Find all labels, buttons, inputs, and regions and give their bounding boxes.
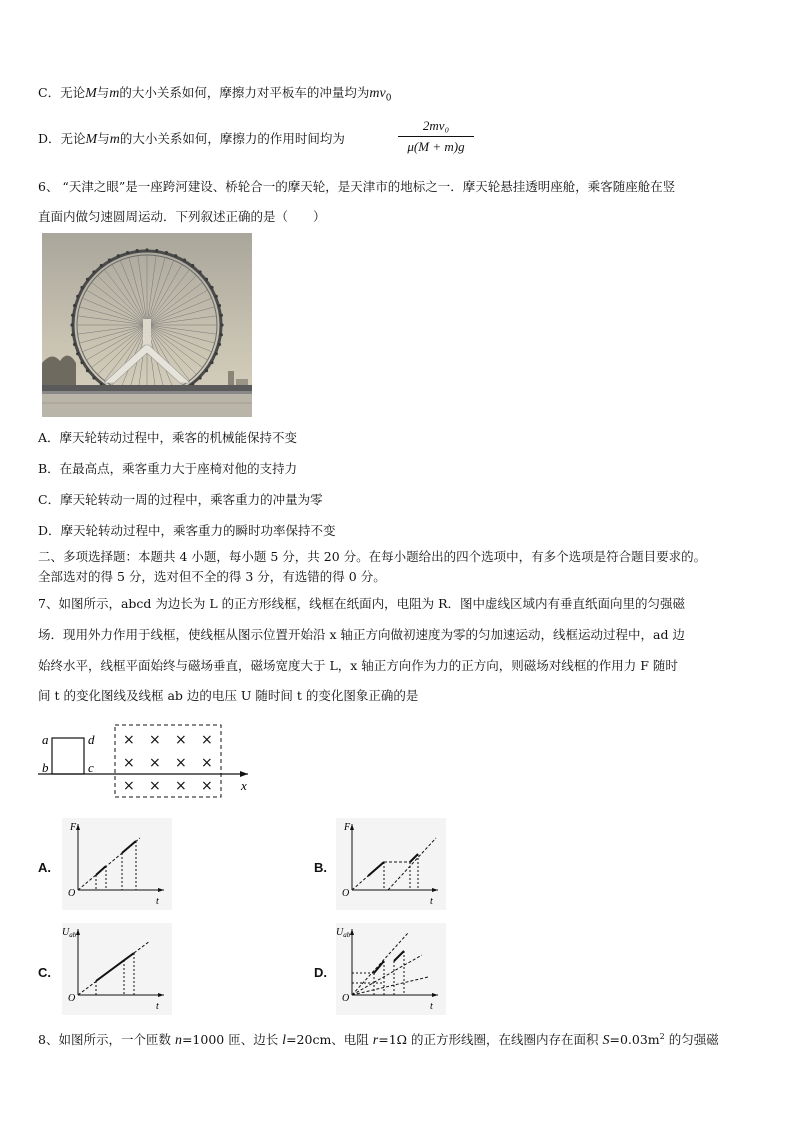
- q5-time-fraction: 2mv₀ μ(M + m)g: [396, 118, 476, 155]
- graph-b-origin: O: [342, 888, 350, 899]
- field-cross-mark: ×: [201, 755, 213, 771]
- graph-d-xlabel: t: [430, 1001, 433, 1012]
- q6-option-b: B．在最高点，乘客重力大于座椅对他的支持力: [38, 461, 298, 476]
- graph-a-xlabel: t: [156, 896, 159, 907]
- cabin: [117, 254, 120, 257]
- cabin: [80, 286, 83, 289]
- cabin: [86, 278, 89, 281]
- cabin: [155, 249, 158, 252]
- cabin: [145, 248, 148, 251]
- cabin: [73, 304, 76, 307]
- cabin: [218, 304, 221, 307]
- label-c: c: [88, 760, 94, 775]
- q7-setup-figure: [38, 722, 258, 802]
- q7-graph-d: [336, 923, 446, 1015]
- cabin: [210, 361, 213, 364]
- q6-option-a: A．摩天轮转动过程中，乘客的机械能保持不变: [38, 430, 298, 445]
- q7-stem-line1: 7、如图所示，abcd 为边长为 L 的正方形线框，线框在纸面内，电阻为 R．图中虚线区域内有垂直纸面向里的匀强磁: [38, 596, 686, 611]
- cabin: [70, 323, 73, 326]
- cabin: [220, 333, 223, 336]
- cabin: [174, 254, 177, 257]
- field-cross-mark: ×: [149, 778, 161, 794]
- cabin: [80, 361, 83, 364]
- cabin: [100, 264, 103, 267]
- cabin: [76, 352, 79, 355]
- cabin: [220, 314, 223, 317]
- cabin: [218, 343, 221, 346]
- square-frame: [52, 738, 84, 774]
- q7-stem-line4: 间 t 的变化图线及线框 ab 边的电压 U 随时间 t 的变化图象正确的是: [38, 688, 419, 703]
- cabin: [92, 376, 95, 379]
- q6-stem-line1: 6、 “天津之眼”是一座跨河建设、桥轮合一的摩天轮，是天津市的地标之一．摩天轮悬挂透明座舱，乘客随座舱在竖: [38, 179, 676, 194]
- field-cross-mark: ×: [123, 778, 135, 794]
- q6-option-d: D．摩天轮转动过程中，乘客重力的瞬时功率保持不变: [38, 523, 336, 538]
- cabin: [165, 251, 168, 254]
- cabin: [73, 343, 76, 346]
- cabin: [86, 369, 89, 372]
- q7-option-c-label: C.: [38, 965, 51, 980]
- q8-stem-line1: 8、如图所示，一个匝数 n=1000 匝、边长 l=20cm、电阻 r=1Ω 的正方形线圈，在线圈内存在面积 $S=0.03m^2$ 的匀强磁: [38, 1031, 719, 1048]
- cabin: [198, 270, 201, 273]
- cabin: [108, 258, 111, 261]
- graph-a-origin: O: [68, 888, 76, 899]
- cabin: [198, 376, 201, 379]
- q7-option-b-label: B.: [314, 860, 327, 875]
- cabin: [205, 278, 208, 281]
- graph-a-ylabel: F: [70, 822, 77, 833]
- label-b: b: [42, 760, 49, 775]
- graph-d-ylabel: $U_{ab}$: [336, 927, 351, 939]
- cabin: [210, 286, 213, 289]
- graph-b-xlabel: t: [430, 896, 433, 907]
- label-a: a: [42, 732, 49, 747]
- graph-b-ylabel: F: [344, 822, 351, 833]
- cabin: [215, 352, 218, 355]
- cabin: [71, 333, 74, 336]
- field-cross-mark: ×: [149, 755, 161, 771]
- cabin: [76, 295, 79, 298]
- cabin: [220, 323, 223, 326]
- field-cross-mark: ×: [201, 778, 213, 794]
- field-cross-mark: ×: [123, 732, 135, 748]
- field-cross-mark: ×: [149, 732, 161, 748]
- ferris-wheel-photo: [42, 233, 252, 417]
- graph-c-ylabel: $U_{ab}$: [62, 927, 77, 939]
- q6-option-c: C．摩天轮转动一周的过程中，乘客重力的冲量为零: [38, 492, 323, 507]
- graph-c-xlabel: t: [156, 1001, 159, 1012]
- q5-option-d: D．无论M与m的大小关系如何，摩擦力的作用时间均为: [38, 131, 345, 147]
- q7-graph-a: [62, 818, 172, 910]
- section2-line1: 二、多项选择题：本题共 4 小题，每小题 5 分，共 20 分。在每小题给出的四个选项中，有多个选项是符合题目要求的。: [38, 549, 707, 564]
- field-cross-mark: ×: [175, 755, 187, 771]
- q7-option-d-label: D.: [314, 965, 327, 980]
- cabin: [92, 270, 95, 273]
- q7-stem-line3: 始终水平，线框平面始终与磁场垂直，磁场宽度大于 L，x 轴正方向作为力的正方向，则磁场对线框的作用力 F 随时: [38, 658, 678, 673]
- section2-line2: 全部选对的得 5 分，选对但不全的得 3 分，有选错的得 0 分。: [38, 569, 386, 584]
- cabin: [215, 295, 218, 298]
- q5-option-c: C．无论M与m的大小关系如何，摩擦力对平板车的冲量均为$mv_0$: [38, 85, 392, 104]
- field-cross-mark: ×: [201, 732, 213, 748]
- q7-option-a-label: A.: [38, 860, 51, 875]
- graph-c-origin: O: [68, 993, 76, 1004]
- cabin: [136, 249, 139, 252]
- cabin: [205, 369, 208, 372]
- q7-graph-c: [62, 923, 172, 1015]
- field-cross-mark: ×: [123, 755, 135, 771]
- q6-stem-line2: 直面内做匀速圆周运动．下列叙述正确的是（ ）: [38, 209, 326, 224]
- q7-stem-line2: 场．现用外力作用于线框，使线框从图示位置开始沿 x 轴正方向做初速度为零的匀加速运动，线框运动过程中，ad 边: [38, 627, 685, 642]
- cabin: [71, 314, 74, 317]
- field-cross-mark: ×: [175, 778, 187, 794]
- label-x: x: [241, 778, 247, 793]
- cabin: [183, 258, 186, 261]
- cabin: [191, 264, 194, 267]
- field-cross-mark: ×: [175, 732, 187, 748]
- cabin: [126, 251, 129, 254]
- graph-d-origin: O: [342, 993, 350, 1004]
- label-d: d: [88, 732, 95, 747]
- q7-graph-b: [336, 818, 446, 910]
